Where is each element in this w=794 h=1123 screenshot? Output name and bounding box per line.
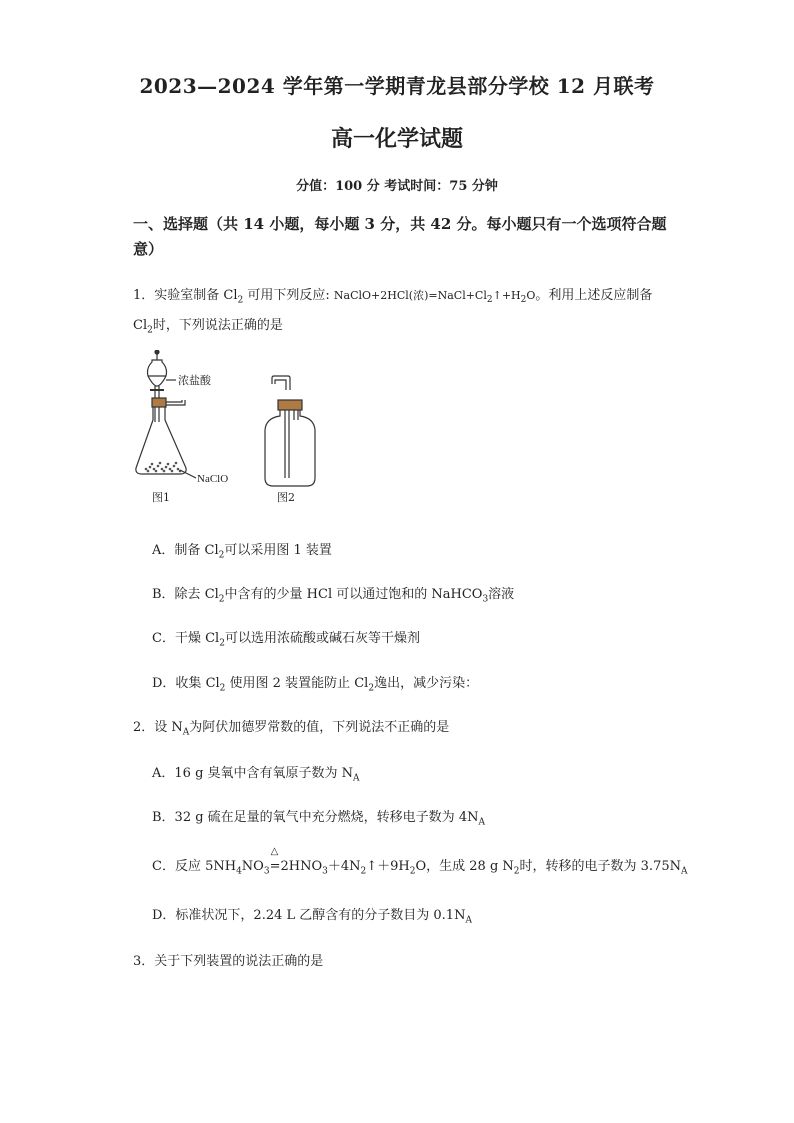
q1-option-c[interactable]: C．干燥 $Cl_2$可以选用浓硫酸或碱石灰等干燥剂 [152,631,420,649]
q1-option-a[interactable]: A．制备 $Cl_2$可以采用图 1 装置 [152,543,332,561]
q1-stem-a: 实验室制备 [154,288,224,303]
apparatus-figure [130,350,350,510]
q1-option-b[interactable]: B．除去 $Cl_2$中含有的少量 HCl 可以通过饱和的 NaHCO$_3$溶液 [152,587,515,605]
fig1-label-acid: 浓盐酸 [178,374,211,387]
q2-option-a[interactable]: A．16 g 臭氧中含有氧原子数为 $N_A$ [152,766,360,784]
delta-symbol: △ [270,846,279,857]
fig2-caption: 图2 [277,491,295,504]
q1-stem-c: 。利用上述反应制备 [535,288,653,303]
q1-option-d[interactable]: D．收集 $Cl_2$ 使用图 2 装置能防止 $Cl_2$逸出，减少污染： [152,676,479,694]
subject-title: 高一化学试题 [330,126,463,152]
q1-stem-line2: $Cl_2$时，下列说法正确的是 [133,318,283,336]
q1-equation: NaClO+2HCl(浓)$=NaCl+Cl_2↑+H_2O$ [333,289,536,306]
q2-option-c[interactable]: C．反应 $5NH_4NO_3$ △ $=2HNO_3+4N_2↑+9H_2O$，生成 28 g $N_2$时，转移的电子数为 $3.75N_A$ [152,846,688,877]
formula-cl: Cl [223,288,238,303]
q2-stem: 2．设 $N_A$为阿伏加德罗常数的值，下列说法不正确的是 [133,720,450,738]
q1-stem-line1 [133,284,652,306]
figure-2-bottle [265,376,315,486]
exam-title: 2023—2024 学年第一学期青龙县部分学校 12 月联考 [139,74,655,98]
q1-stem-d: 时，下列说法正确的是 [152,318,283,333]
formula-sub: 2 [237,295,244,306]
section-heading: 一、选择题（共 14 小题，每小题 3 分，共 42 分。每小题只有一个选项符合题意） [133,215,667,258]
score-time-line: 分值：100 分 考试时间：75 分钟 [296,179,498,194]
heat-equals-sign: △ = [269,846,281,874]
figure-1-flask [136,350,196,478]
q1-stem-b: 可用下列反应: [243,288,334,303]
fig1-label-naclo: NaClO [197,473,229,485]
q2-option-b[interactable]: B．32 g 硫在足量的氧气中充分燃烧，转移电子数为 $4N_A$ [152,810,485,828]
q2-option-d[interactable]: D．标准状况下，2.24 L 乙醇含有的分子数目为 $0.1N_A$ [152,908,472,926]
fig1-caption: 图1 [152,491,170,504]
q1-number: 1． [133,288,155,303]
q3-stem: 3．关于下列装置的说法正确的是 [133,954,324,969]
